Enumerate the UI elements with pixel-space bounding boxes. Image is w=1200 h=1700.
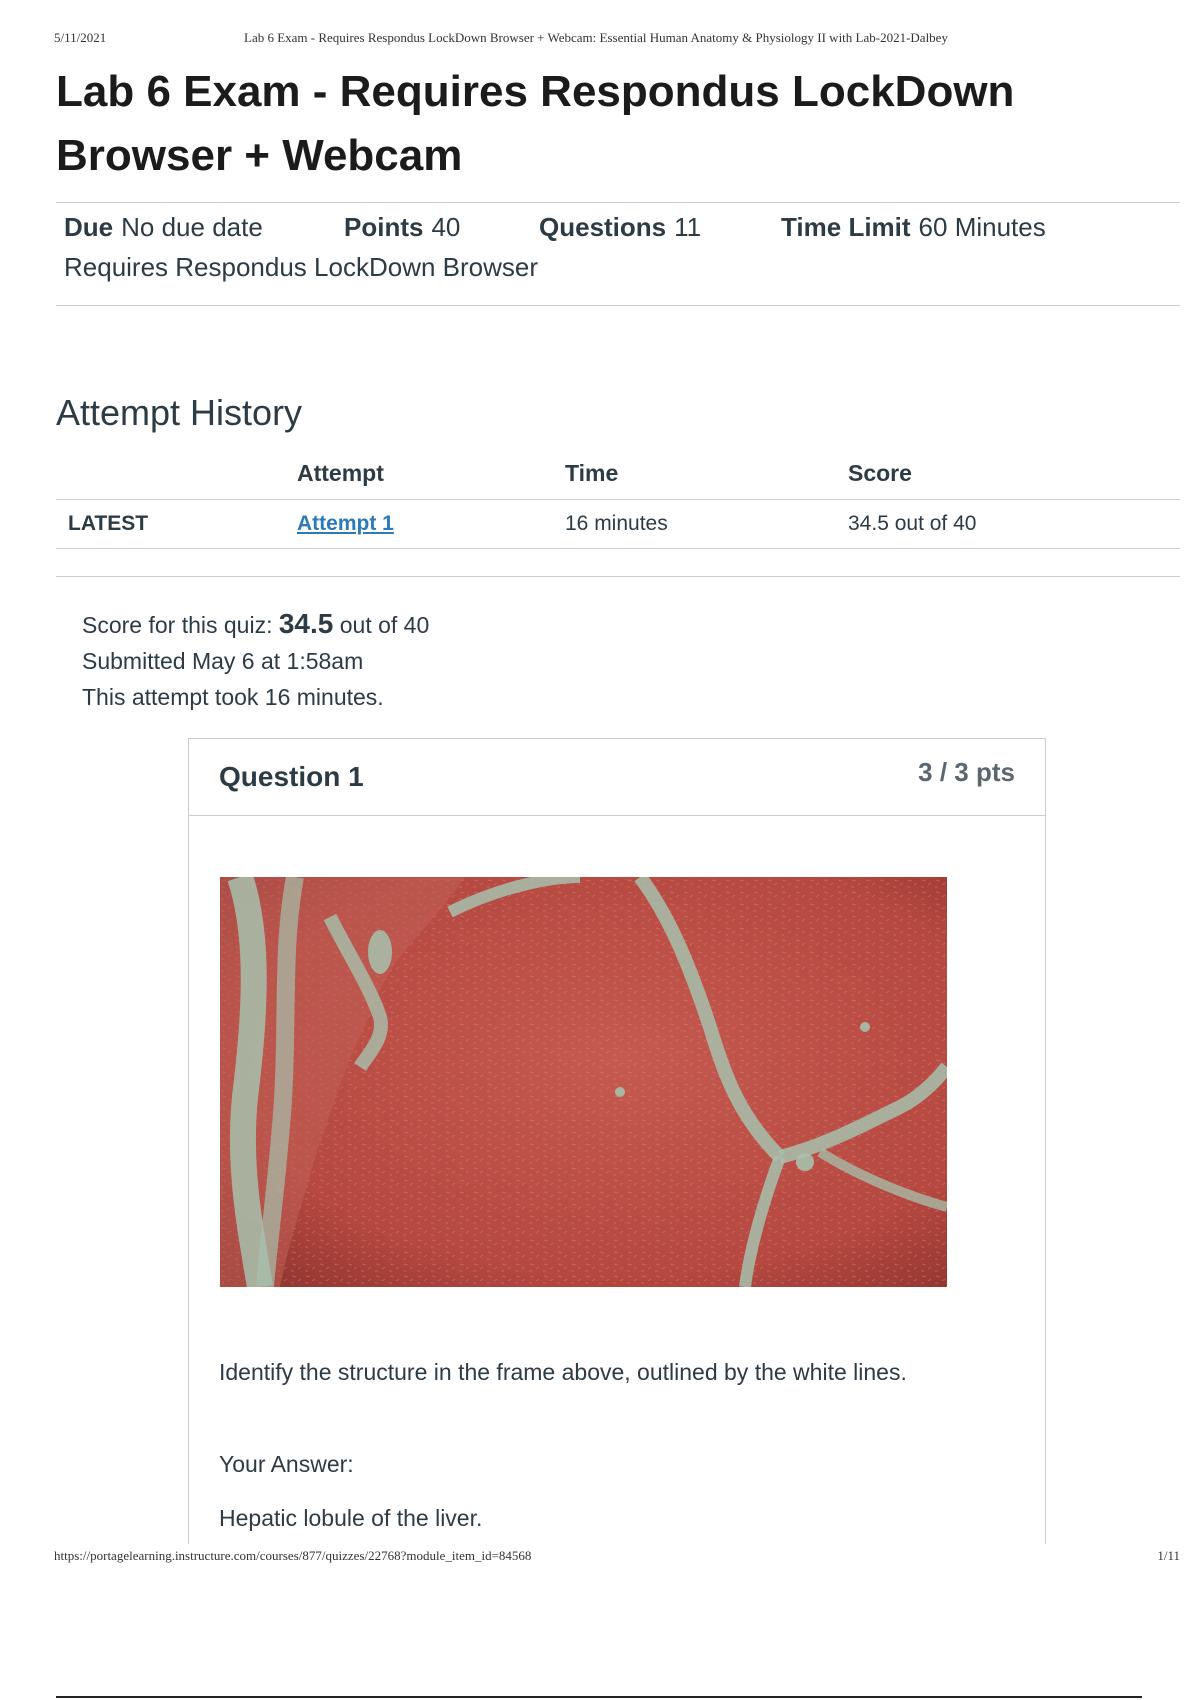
liver-histology-micrograph-icon: [220, 877, 947, 1287]
quiz-details: [64, 212, 1164, 292]
quiz-summary: [82, 606, 429, 715]
questions-value: 11: [674, 212, 702, 242]
print-date: 5/11/2021: [54, 30, 107, 45]
time-limit-label: Time Limit: [781, 212, 911, 242]
attempt-score: 34.5 out of 40: [848, 500, 1180, 549]
page-title: Lab 6 Exam - Requires Respondus LockDown Browser + Webcam: [56, 67, 1015, 180]
question-prompt: Identify the structure in the frame above, outlined by the white lines.: [219, 1359, 907, 1385]
due-label: Due: [64, 212, 114, 242]
question-header: [189, 739, 1045, 816]
divider: [56, 202, 1180, 203]
attempt-link[interactable]: Attempt 1: [297, 512, 394, 535]
page-number: 1/11: [1157, 1548, 1180, 1563]
column-header-score: Score: [848, 455, 1180, 500]
questions-item: [539, 212, 781, 243]
points-item: [344, 212, 539, 243]
print-document-title: Lab 6 Exam - Requires Respondus LockDown Browser + Webcam: Essential Human Anatomy & Physiology II with Lab-2021-Dalbey: [244, 30, 948, 45]
print-url: https://portagelearning.instructure.com/courses/877/quizzes/22768?module_item_id=84568: [54, 1548, 532, 1563]
quiz-score-line: [82, 606, 429, 643]
answer-text: Hepatic lobule of the liver.: [219, 1505, 483, 1531]
score-suffix: out of 40: [333, 612, 430, 638]
attempt-history-table: [56, 455, 1180, 549]
attempt-time: 16 minutes: [565, 500, 848, 549]
attempt-duration: This attempt took 16 minutes.: [82, 684, 384, 710]
liver-histology-image: [220, 877, 947, 1287]
time-limit-item: [781, 212, 1046, 243]
table-header-row: [56, 455, 1180, 500]
answer-label: Your Answer:: [219, 1451, 354, 1477]
table-row: [56, 500, 1180, 549]
question-points: 3 / 3 pts: [918, 757, 1015, 787]
lockdown-requirement: Requires Respondus LockDown Browser: [64, 252, 539, 282]
points-value: 40: [431, 212, 461, 242]
score-value: 34.5: [278, 608, 334, 639]
points-label: Points: [344, 212, 424, 242]
time-limit-value: 60 Minutes: [918, 212, 1046, 242]
due-value: No due date: [121, 212, 263, 242]
question-title: Question 1: [219, 761, 364, 792]
column-header: [56, 455, 297, 500]
questions-label: Questions: [539, 212, 667, 242]
attempt-status: LATEST: [56, 500, 297, 549]
bottom-divider: [56, 1696, 1142, 1698]
score-prefix: Score for this quiz:: [82, 612, 279, 638]
attempt-history-title: Attempt History: [56, 392, 303, 433]
attempt-cell: [297, 500, 565, 549]
due-item: [64, 212, 344, 243]
divider: [56, 576, 1180, 577]
column-header-attempt: Attempt: [297, 455, 565, 500]
column-header-time: Time: [565, 455, 848, 500]
question-card: [188, 738, 1046, 1544]
divider: [56, 305, 1180, 306]
submitted-time: Submitted May 6 at 1:58am: [82, 648, 364, 674]
